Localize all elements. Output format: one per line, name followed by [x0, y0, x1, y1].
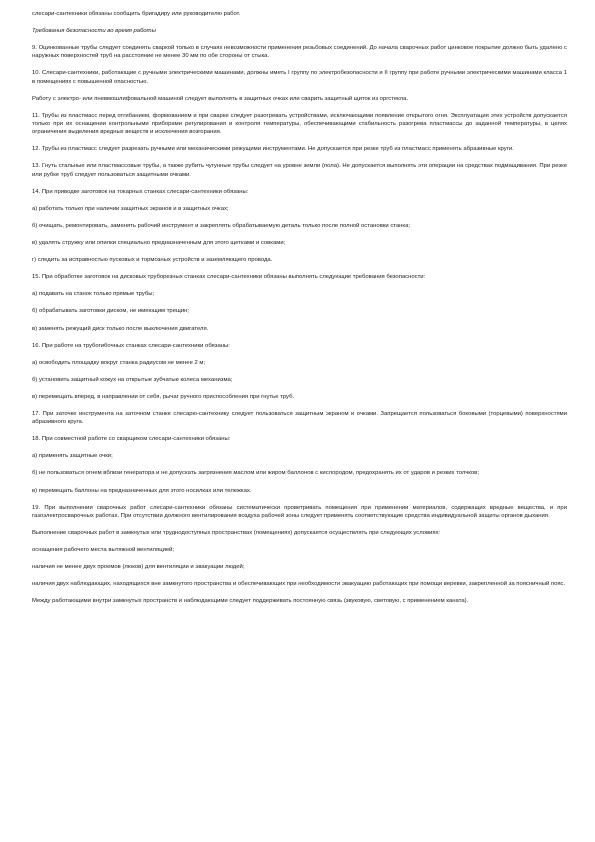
list-item: в) заменять режущий диск только после выключения двигателя.	[32, 325, 209, 332]
paragraph: 12. Трубы из пластмасс следует разрезать ручными или механическими режущими инструментами. Не допускается при резке труб из пластмасс применять абразивные круги.	[32, 146, 514, 153]
list-item: б) не пользоваться огнем вблизи генератора и не допускать загрязнения маслом или жиром баллонов с кислородом, предохранять их от ударов и резких толчков;	[32, 470, 479, 477]
paragraph: 10. Слесари-сантехники, работающие с ручными электрическими машинами, должны иметь I группу по электробезопасности и II группу при работе ручными электрическими машинами класса 1 в помещениях с повышенной опасностью.	[32, 70, 567, 85]
section-heading: Требования безопасности во время работы	[32, 28, 156, 35]
paragraph: слесари-сантехники обязаны сообщить бригадиру или руководителю работ.	[32, 11, 241, 17]
list-item: в) удалять стружку или опилки специально предназначенным для этого щетками и совками;	[32, 240, 286, 247]
paragraph: 17. При заточке инструмента на заточном станке слесарю-сантехнику следует пользоваться защитным экраном и очками. Запрещается пользоваться боковыми (торцевыми) поверхностями абразивного круга.	[32, 410, 567, 426]
list-item: г) следить за исправностью пусковых и тормозных устройств и заземляющего провода.	[32, 257, 273, 264]
paragraph: Выполнение сварочных работ в замкнутых или труднодоступных пространствах (помещениях) допускается осуществлять при следующих условиях:	[32, 529, 441, 536]
paragraph: Между работающими внутри замкнутых пространств и наблюдающими следует поддерживать постоянную связь (звуковую, световую, с применением каната).	[32, 598, 469, 605]
list-item: а) освободить площадку вокруг станка радиусом не менее 2 м;	[32, 359, 206, 366]
paragraph: 19. При выполнении сварочных работ слесари-сантехники обязаны систематически проветривать помещения при применении материалов, содержащих вредные вещества, и при газоэлектросварочных работах. При отсутствии должного вентилирования воздуха рабочей зоны следует применять соответствующие средства индивидуальной защиты органов дыхания.	[32, 504, 567, 519]
paragraph: 18. При совместной работе со сварщиком слесари-сантехники обязаны:	[32, 436, 231, 443]
paragraph: 16. При работе на трубогибочных станках слесари-сантехники обязаны:	[32, 342, 230, 349]
condition-item: оснащения рабочего места вытяжной вентиляцией;	[32, 547, 175, 554]
list-item: б) установить защитный кожух на открытые зубчатые колеса механизма;	[32, 376, 233, 383]
condition-item: наличия не менее двух проемов (люков) для вентиляции и эвакуации людей;	[32, 564, 245, 571]
list-item: б) очищать, ремонтировать, заменять рабочий инструмент и закреплять обрабатываемую деталь только после полной остановки станка;	[32, 222, 411, 229]
condition-item: наличия двух наблюдающих, находящихся вне замкнутого пространства и обеспечивающих при необходимости эвакуацию работающих при помощи веревки, закрепленной за поясничный пояс.	[32, 581, 566, 588]
paragraph: Работу с электро- или пневмошлифовальной машиной следует выполнять в защитных очках или сварить защитный щиток из оргстекла.	[32, 95, 409, 102]
list-item: в) перемещать вперед, в направлении от себя, рычаг ручного приспособления при гнутье труб.	[32, 393, 295, 400]
list-item: а) применять защитные очки;	[32, 453, 113, 460]
document-page	[32, 10, 567, 614]
list-item: а) подавать на станок только прямые трубы;	[32, 291, 155, 298]
paragraph: 13. Гнуть стальные или пластмассовые трубы, а также рубить чугунные трубы следует на уровне земли (пола). Не допускается выполнять эти операции на средствах подмащивания. При резке или рубке труб следует пользоваться защитными очками.	[32, 163, 567, 178]
list-item: в) перемещать баллоны на предназначенных для этого носилках или тележках.	[32, 487, 252, 494]
paragraph: 14. При приводке заготовок на токарных станках слесари-сантехники обязаны:	[32, 188, 249, 195]
list-item: а) работать только при наличии защитных экранов и в защитных очках;	[32, 205, 229, 212]
paragraph: 9. Оцинкованные трубы следует соединять сваркой только в случаях невозможности применения резьбовых соединений. До начала сварочных работ цинковое покрытие должно быть удалено с наружных поверхностей труб на расстояние не менее 30 мм по обе стороны от стыка.	[32, 45, 567, 60]
paragraph: 15. При обработке заготовок на дисковых труборезных станках слесари-сантехники обязаны выполнять следующие требования безопасности:	[32, 274, 426, 281]
list-item: б) обрабатывать заготовки диском, не имеющим трещин;	[32, 308, 190, 315]
paragraph: 11. Трубы из пластмасс перед отгибанием, формованием и при сварке следует разогревать устройствами, исключающими появление открытого огня. Эксплуатация этих устройств допускается только при их оснащении контрольными приборами регулирования и контроля температуры, обеспечивающими стабильность разогрева пластмассы до заданной температуры, в целях ограничения выделения вредных веществ и исключения возгорания.	[32, 112, 567, 136]
